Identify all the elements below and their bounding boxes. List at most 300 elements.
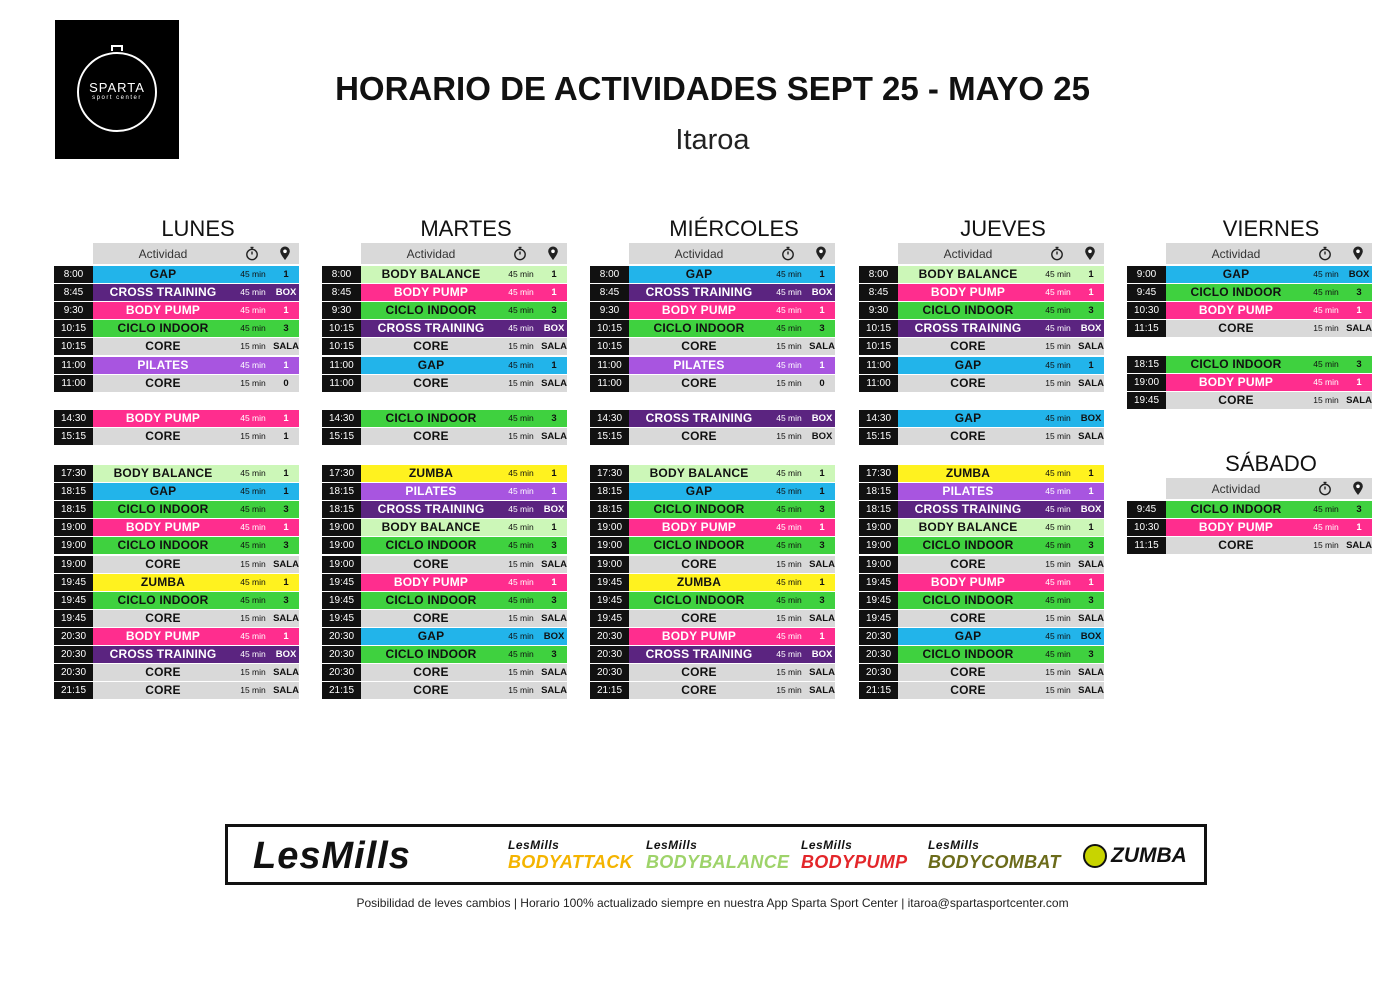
schedule-row: [859, 338, 1104, 356]
class-duration: 15 min: [1045, 431, 1071, 442]
class-duration: 45 min: [508, 287, 534, 298]
schedule-row: [1127, 537, 1372, 555]
class-time: 11:00: [322, 375, 361, 392]
class-time: 11:00: [590, 375, 629, 392]
class-bar: [361, 519, 567, 536]
class-duration: 45 min: [776, 287, 802, 298]
class-time: 19:45: [590, 592, 629, 609]
class-bar: [898, 375, 1104, 392]
class-name: CICLO INDOOR: [1190, 502, 1282, 516]
class-room: SALA: [1078, 612, 1104, 624]
class-duration: 45 min: [1045, 269, 1071, 279]
schedule-row: [859, 465, 1104, 483]
class-time: 10:15: [54, 338, 93, 355]
schedule-row: [590, 574, 835, 592]
class-name: CORE: [950, 665, 986, 680]
class-name: CORE: [145, 556, 181, 571]
class-bar: [361, 357, 567, 374]
map-pin-icon: [1084, 246, 1098, 261]
class-duration: 45 min: [776, 649, 802, 659]
class-duration: 45 min: [240, 594, 266, 605]
class-bar: [93, 357, 299, 374]
table-header: [93, 243, 299, 264]
class-bar: [898, 357, 1104, 374]
class-room: 1: [551, 486, 557, 498]
class-duration: 45 min: [508, 468, 534, 478]
class-duration: 15 min: [1313, 395, 1339, 406]
class-duration: 45 min: [240, 413, 266, 423]
program-bodycombat: [928, 838, 1078, 873]
class-bar: [93, 646, 299, 663]
class-room: 3: [819, 540, 825, 552]
class-time: 19:45: [54, 574, 93, 591]
class-room: SALA: [541, 431, 567, 443]
class-bar: [898, 519, 1104, 536]
class-name: CICLO INDOOR: [385, 303, 477, 318]
class-time: 8:00: [859, 266, 898, 283]
schedule-row: [590, 483, 835, 501]
class-time: 9:30: [590, 302, 629, 319]
day-title-jueves: JUEVES: [960, 216, 1046, 241]
class-room: BOX: [811, 287, 833, 299]
class-room: 1: [819, 486, 825, 498]
class-room: SALA: [809, 612, 835, 624]
class-bar: [898, 646, 1104, 663]
class-duration: 45 min: [776, 630, 802, 641]
class-name: CORE: [145, 610, 181, 625]
class-name: BODY PUMP: [125, 411, 201, 425]
class-duration: 45 min: [1313, 504, 1339, 514]
schedule-row: [859, 302, 1104, 320]
class-time: 21:15: [590, 682, 629, 699]
table-header: [361, 243, 567, 264]
class-time: 21:15: [322, 682, 361, 699]
class-bar: [898, 338, 1104, 355]
schedule-row: [590, 537, 835, 555]
class-time: 20:30: [54, 646, 93, 663]
class-duration: 45 min: [240, 269, 266, 279]
class-time: 10:30: [1127, 302, 1166, 319]
class-name: CICLO INDOOR: [117, 502, 209, 517]
class-duration: 45 min: [1045, 287, 1071, 298]
class-name: CORE: [681, 610, 717, 625]
schedule-row: [590, 302, 835, 320]
schedule-row: [859, 519, 1104, 537]
class-duration: 15 min: [508, 431, 534, 442]
schedule-row: [1127, 374, 1372, 392]
schedule-row: [590, 357, 835, 375]
class-room: BOX: [543, 323, 565, 335]
day-title-martes: MARTES: [420, 216, 512, 241]
class-time: 9:30: [322, 302, 361, 319]
schedule-row: [54, 628, 299, 646]
class-time: 8:45: [322, 284, 361, 301]
class-time: 10:15: [590, 338, 629, 355]
class-room: SALA: [1346, 540, 1372, 552]
class-name: CORE: [1218, 321, 1254, 336]
program-prefix: LesMills: [801, 838, 853, 852]
class-name: BODY BALANCE: [918, 520, 1018, 535]
schedule-row: [590, 610, 835, 628]
schedule-row: [54, 428, 299, 446]
schedule-row: [54, 375, 299, 393]
schedule-row: [54, 519, 299, 537]
class-bar: [629, 646, 835, 663]
class-time: 20:30: [54, 664, 93, 681]
class-bar: [361, 501, 567, 518]
schedule-row: [54, 592, 299, 610]
class-time: 19:00: [322, 537, 361, 554]
class-bar: [629, 556, 835, 573]
class-bar: [361, 465, 567, 482]
class-name: CORE: [950, 556, 986, 571]
class-name: CICLO INDOOR: [653, 592, 745, 607]
schedule-row: [859, 410, 1104, 428]
schedule-row: [322, 537, 567, 555]
class-time: 11:00: [322, 357, 361, 374]
class-duration: 45 min: [1045, 305, 1071, 316]
schedule-row: [590, 410, 835, 428]
class-time: 20:30: [322, 664, 361, 681]
class-time: 17:30: [859, 465, 898, 482]
class-name: BODY PUMP: [393, 574, 469, 589]
class-room: 1: [551, 522, 557, 534]
class-bar: [629, 519, 835, 536]
class-bar: [361, 483, 567, 500]
class-name: PILATES: [942, 484, 994, 499]
class-duration: 45 min: [776, 540, 802, 551]
header-activity-label: Actividad: [674, 247, 724, 261]
class-duration: 45 min: [240, 323, 266, 334]
schedule-row: [54, 266, 299, 284]
schedule-row: [322, 266, 567, 284]
class-name: GAP: [685, 267, 713, 281]
class-name: BODY BALANCE: [381, 267, 481, 281]
class-duration: 45 min: [776, 504, 802, 515]
schedule-row: [590, 556, 835, 574]
class-duration: 15 min: [240, 341, 266, 352]
class-room: 1: [819, 269, 825, 280]
class-duration: 45 min: [1045, 413, 1071, 423]
class-name: BODY PUMP: [930, 574, 1006, 589]
class-duration: 15 min: [776, 685, 802, 696]
class-room: 0: [283, 377, 289, 389]
schedule-row: [54, 664, 299, 682]
class-duration: 15 min: [1045, 667, 1071, 678]
class-duration: 45 min: [508, 413, 534, 423]
class-name: CICLO INDOOR: [117, 321, 209, 336]
class-duration: 45 min: [508, 649, 534, 659]
brand-banner: [225, 824, 1207, 885]
class-room: 1: [819, 468, 825, 479]
class-time: 11:00: [590, 357, 629, 374]
class-name: CROSS TRAINING: [109, 285, 217, 300]
class-time: 18:15: [590, 501, 629, 518]
class-time: 11:15: [1127, 320, 1166, 337]
class-bar: [1166, 356, 1372, 373]
page-subtitle: Itaroa: [675, 124, 750, 156]
table-header: [898, 243, 1104, 264]
schedule-row: [322, 501, 567, 519]
class-duration: 45 min: [776, 594, 802, 605]
class-name: CROSS TRAINING: [109, 647, 217, 661]
class-bar: [898, 266, 1104, 283]
class-name: GAP: [417, 357, 445, 372]
class-duration: 45 min: [508, 594, 534, 605]
class-duration: 45 min: [776, 269, 802, 279]
class-room: 1: [1088, 468, 1094, 479]
class-name: CICLO INDOOR: [117, 538, 209, 553]
class-name: CORE: [681, 556, 717, 571]
class-duration: 45 min: [1313, 287, 1339, 298]
class-duration: 45 min: [1313, 305, 1339, 316]
class-duration: 45 min: [1045, 630, 1071, 641]
class-room: 1: [283, 359, 289, 371]
class-duration: 15 min: [776, 612, 802, 623]
class-room: 1: [551, 359, 557, 371]
class-bar: [629, 592, 835, 609]
class-name: BODY BALANCE: [649, 466, 749, 480]
class-name: BODY PUMP: [125, 520, 201, 535]
class-bar: [361, 375, 567, 392]
class-time: 17:30: [590, 465, 629, 482]
class-room: SALA: [541, 377, 567, 389]
class-time: 20:30: [590, 646, 629, 663]
schedule-row: [590, 320, 835, 338]
class-name: CORE: [145, 429, 181, 444]
schedule-row: [859, 320, 1104, 338]
class-time: 8:00: [590, 266, 629, 283]
class-duration: 45 min: [508, 305, 534, 316]
class-room: 0: [819, 377, 825, 389]
class-name: CROSS TRAINING: [914, 502, 1022, 517]
class-room: 1: [1356, 377, 1362, 389]
class-time: 20:30: [322, 646, 361, 663]
class-bar: [629, 428, 835, 445]
class-name: CROSS TRAINING: [377, 321, 485, 336]
class-room: SALA: [273, 341, 299, 353]
class-duration: 45 min: [240, 359, 266, 370]
class-duration: 45 min: [776, 522, 802, 533]
class-bar: [898, 664, 1104, 681]
class-duration: 45 min: [508, 486, 534, 497]
class-time: 9:45: [1127, 284, 1166, 301]
class-room: 1: [1356, 305, 1362, 317]
class-time: 11:00: [859, 375, 898, 392]
class-time: 14:30: [590, 410, 629, 427]
class-room: 1: [551, 468, 557, 479]
class-room: BOX: [275, 287, 297, 299]
class-time: 18:15: [859, 501, 898, 518]
class-bar: [898, 574, 1104, 591]
class-bar: [361, 592, 567, 609]
schedule-row: [322, 483, 567, 501]
class-duration: 15 min: [776, 377, 802, 388]
class-duration: 15 min: [1313, 323, 1339, 334]
class-bar: [629, 357, 835, 374]
class-time: 11:15: [1127, 537, 1166, 554]
class-bar: [629, 610, 835, 627]
schedule-row: [590, 628, 835, 646]
stopwatch-icon: [513, 246, 527, 261]
class-room: 1: [819, 305, 825, 317]
class-room: BOX: [811, 649, 833, 660]
class-room: SALA: [1078, 685, 1104, 697]
class-room: SALA: [1078, 341, 1104, 353]
class-time: 17:30: [54, 465, 93, 482]
class-bar: [898, 501, 1104, 518]
class-time: 11:00: [859, 357, 898, 374]
class-bar: [629, 537, 835, 554]
header-activity-label: Actividad: [943, 247, 993, 261]
class-bar: [898, 483, 1104, 500]
class-bar: [93, 428, 299, 445]
schedule-row: [54, 556, 299, 574]
class-time: 15:15: [322, 428, 361, 445]
class-room: 1: [283, 630, 289, 642]
class-bar: [898, 537, 1104, 554]
class-name: CROSS TRAINING: [645, 285, 753, 300]
class-room: 3: [551, 594, 557, 606]
class-time: 18:15: [54, 483, 93, 500]
schedule-row: [859, 628, 1104, 646]
class-duration: 15 min: [776, 431, 802, 442]
class-room: SALA: [809, 341, 835, 353]
day-title-sabado: SÁBADO: [1225, 451, 1317, 476]
stopwatch-icon: [781, 246, 795, 261]
class-name: CICLO INDOOR: [117, 592, 209, 607]
class-time: 19:00: [54, 556, 93, 573]
header-activity-label: Actividad: [406, 247, 456, 261]
class-room: 3: [1088, 649, 1094, 660]
class-duration: 45 min: [240, 522, 266, 533]
class-time: 21:15: [859, 682, 898, 699]
program-prefix: LesMills: [646, 838, 698, 852]
class-bar: [629, 284, 835, 301]
class-duration: 45 min: [240, 504, 266, 515]
class-time: 10:15: [54, 320, 93, 337]
schedule-row: [859, 357, 1104, 375]
class-room: 3: [819, 323, 825, 335]
class-name: BODY PUMP: [125, 628, 201, 643]
class-duration: 45 min: [240, 649, 266, 659]
class-bar: [361, 410, 567, 427]
day-title-miercoles: MIÉRCOLES: [669, 216, 799, 241]
class-time: 9:45: [1127, 501, 1166, 518]
logo-brand: SPARTA: [89, 80, 145, 95]
class-duration: 15 min: [1045, 685, 1071, 696]
zumba-text: ZUMBA: [1111, 844, 1187, 867]
class-time: 15:15: [590, 428, 629, 445]
class-duration: 45 min: [508, 504, 534, 515]
class-time: 19:00: [322, 556, 361, 573]
class-duration: 45 min: [240, 468, 266, 478]
schedule-row: [1127, 302, 1372, 320]
class-time: 8:45: [590, 284, 629, 301]
class-duration: 45 min: [240, 540, 266, 551]
class-bar: [93, 375, 299, 392]
class-duration: 45 min: [508, 630, 534, 641]
class-time: 19:45: [54, 610, 93, 627]
class-name: CORE: [413, 429, 449, 444]
class-bar: [93, 302, 299, 319]
map-pin-icon: [1352, 481, 1366, 496]
class-room: SALA: [273, 612, 299, 624]
class-bar: [361, 556, 567, 573]
class-duration: 45 min: [1045, 522, 1071, 533]
class-room: SALA: [1078, 377, 1104, 389]
class-time: 19:45: [590, 610, 629, 627]
schedule-row: [859, 664, 1104, 682]
class-time: 9:00: [1127, 266, 1166, 283]
class-time: 10:15: [322, 338, 361, 355]
stopwatch-icon: [245, 246, 259, 261]
class-room: 1: [1088, 522, 1094, 534]
class-room: 1: [819, 522, 825, 534]
class-name: CORE: [950, 339, 986, 354]
class-bar: [898, 628, 1104, 645]
class-bar: [93, 284, 299, 301]
schedule-row: [322, 646, 567, 664]
class-time: 19:45: [859, 592, 898, 609]
class-time: 19:00: [859, 556, 898, 573]
class-duration: 45 min: [1045, 594, 1071, 605]
map-pin-icon: [547, 246, 561, 261]
schedule-row: [322, 357, 567, 375]
class-duration: 15 min: [240, 558, 266, 569]
class-time: 17:30: [322, 465, 361, 482]
schedule-row: [54, 682, 299, 700]
class-bar: [93, 501, 299, 518]
class-duration: 15 min: [508, 377, 534, 388]
class-name: CICLO INDOOR: [1190, 357, 1282, 371]
class-name: GAP: [149, 484, 177, 499]
class-duration: 45 min: [1045, 649, 1071, 659]
class-duration: 45 min: [1045, 468, 1071, 478]
class-duration: 15 min: [1045, 377, 1071, 388]
schedule-row: [859, 428, 1104, 446]
class-name: CORE: [950, 610, 986, 625]
class-duration: 45 min: [240, 305, 266, 316]
schedule-row: [859, 556, 1104, 574]
schedule-row: [590, 682, 835, 700]
class-name: CORE: [145, 665, 181, 680]
class-room: 1: [283, 305, 289, 317]
zumba-logo: [1083, 844, 1187, 868]
class-name: CORE: [413, 556, 449, 571]
class-bar: [898, 465, 1104, 482]
class-room: SALA: [1078, 558, 1104, 570]
class-name: CROSS TRAINING: [645, 411, 753, 425]
class-duration: 45 min: [508, 359, 534, 370]
class-duration: 15 min: [508, 612, 534, 623]
class-duration: 15 min: [240, 685, 266, 696]
schedule-row: [322, 556, 567, 574]
class-room: SALA: [273, 667, 299, 679]
class-name: CORE: [950, 683, 986, 698]
class-duration: 45 min: [1313, 269, 1339, 279]
schedule-row: [1127, 320, 1372, 338]
class-room: 1: [551, 576, 557, 588]
class-bar: [898, 284, 1104, 301]
class-duration: 45 min: [508, 269, 534, 279]
class-bar: [93, 664, 299, 681]
class-room: 1: [283, 522, 289, 534]
class-time: 19:00: [322, 519, 361, 536]
class-bar: [361, 428, 567, 445]
class-name: CORE: [950, 375, 986, 390]
schedule-row: [322, 664, 567, 682]
